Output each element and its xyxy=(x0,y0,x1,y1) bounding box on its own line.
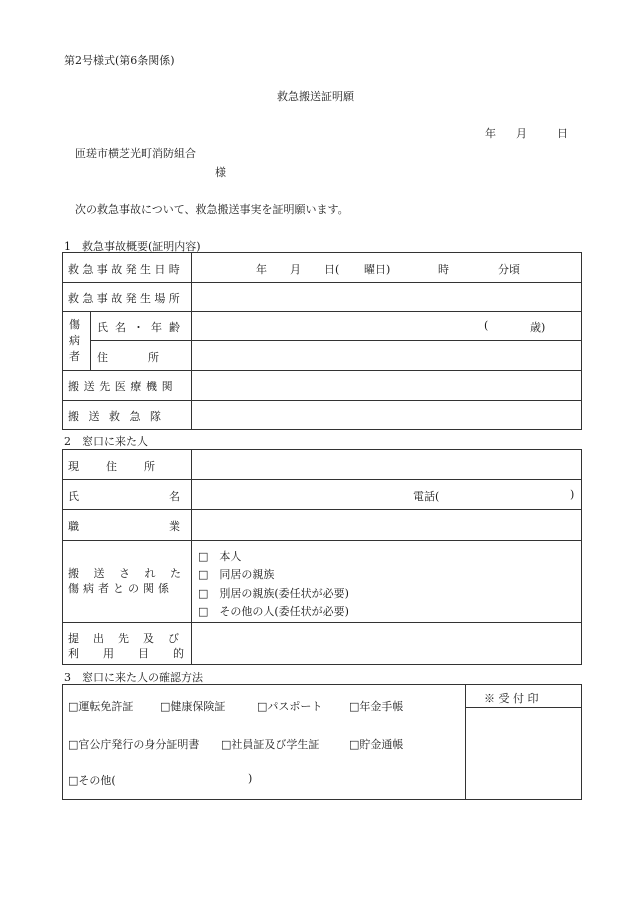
id-government-id[interactable]: □官公庁発行の身分証明書 xyxy=(68,738,200,751)
stamp-label: ※ 受 付 印 xyxy=(484,692,539,705)
recipient: 匝瑳市横芝光町消防組合 xyxy=(75,147,196,160)
label-applicant-name: 氏名 xyxy=(68,490,270,503)
section1-table xyxy=(62,252,582,430)
honorific: 様 xyxy=(215,166,226,179)
id-pension-book[interactable]: □年金手帳 xyxy=(349,700,404,713)
dt-day: 日( xyxy=(324,263,340,276)
dt-hour: 時 xyxy=(438,263,449,276)
option-family-living-apart[interactable]: □ 別居の親族(委任状が必要) xyxy=(198,587,349,600)
age-open: ( xyxy=(484,319,489,332)
id-health-insurance[interactable]: □健康保険証 xyxy=(160,700,226,713)
label-purpose-1: 提出先及び xyxy=(68,632,193,645)
id-drivers-license[interactable]: □運転免許証 xyxy=(68,700,134,713)
option-other-person[interactable]: □ その他の人(委任状が必要) xyxy=(198,605,349,618)
label-occupation: 職業 xyxy=(68,520,270,533)
id-savings-book[interactable]: □貯金通帳 xyxy=(349,738,404,751)
date-day-label: 日 xyxy=(557,127,568,140)
id-other[interactable]: □その他( xyxy=(68,774,116,787)
phone-close: ) xyxy=(570,488,575,501)
option-self[interactable]: □ 本人 xyxy=(198,550,242,563)
id-employee-student-card[interactable]: □社員証及び学生証 xyxy=(221,738,320,751)
option-family-living-together[interactable]: □ 同居の親族 xyxy=(198,568,275,581)
label-relation-1: 搬送された xyxy=(68,567,196,580)
dt-weekday: 曜日) xyxy=(364,263,391,276)
label-occurrence-place: 救急事故発生場所 xyxy=(68,292,184,305)
label-hospital: 搬送先医療機関 xyxy=(68,380,178,393)
id-passport[interactable]: □パスポート xyxy=(257,700,323,713)
intro-text: 次の救急事故について、救急搬送事実を証明願います。 xyxy=(75,203,349,216)
dt-minute: 分頃 xyxy=(498,263,520,276)
label-occurrence-datetime xyxy=(68,261,185,277)
page-title: 救急搬送証明願 xyxy=(277,90,354,103)
age-close: 歳) xyxy=(530,321,546,334)
phone-label: 電話( xyxy=(413,490,440,503)
date-year-label: 年 xyxy=(485,127,496,140)
section3-heading: 3 窓口に来た人の確認方法 xyxy=(64,671,203,684)
label-ambulance-team: 搬送救急隊 xyxy=(68,410,171,423)
dt-month: 月 xyxy=(290,263,301,276)
section2-heading: 2 窓口に来た人 xyxy=(64,435,148,448)
date-month-label: 月 xyxy=(516,127,527,140)
label-relation-2: 傷病者との関係 xyxy=(68,582,173,595)
label-injured: 傷病者 xyxy=(69,318,80,363)
form-number: 第2号様式(第6条関係) xyxy=(64,54,175,67)
label-name-age: 氏名・年齢 xyxy=(97,321,187,334)
label-current-address: 現住所 xyxy=(68,460,182,473)
dt-year: 年 xyxy=(256,263,267,276)
id-other-close: ) xyxy=(248,772,253,785)
label-injured-address: 住 所 xyxy=(97,351,165,364)
section1-heading: 1 救急事故概要(証明内容) xyxy=(64,240,201,253)
label-text: 救急事故発生日時 xyxy=(68,263,184,276)
label-purpose-2: 利用目的 xyxy=(68,647,208,660)
